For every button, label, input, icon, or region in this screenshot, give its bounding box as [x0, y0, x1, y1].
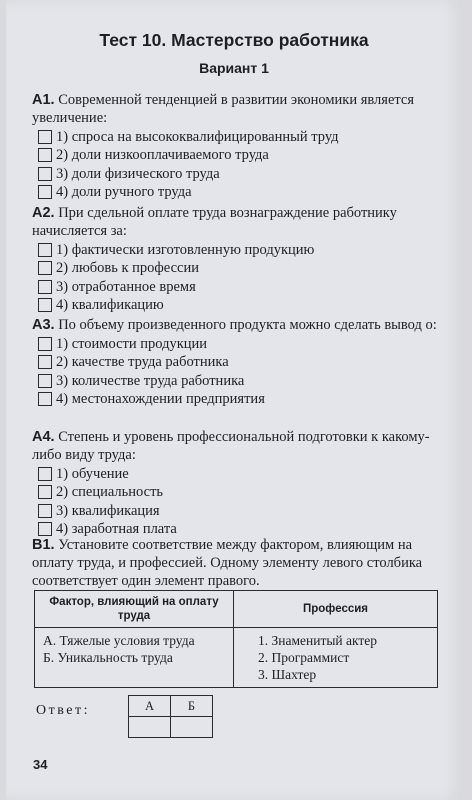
- option-a1-4[interactable]: 4) доли ручного труда: [32, 183, 444, 201]
- checkbox[interactable]: [38, 504, 52, 518]
- factor-cell: [35, 628, 234, 688]
- column-header-factor: Фактор, влияющий на оплату труда: [35, 591, 234, 628]
- option-a2-2[interactable]: 2) любовь к профессии: [32, 259, 444, 277]
- question-text: Степень и уровень профессиональной подготовки к какому-либо виду труда:: [32, 429, 430, 463]
- question-number: А3.: [32, 317, 55, 333]
- checkbox[interactable]: [38, 337, 52, 351]
- test-title: Тест 10. Мастерство работника: [99, 30, 369, 50]
- option-a2-3[interactable]: 3) отработанное время: [32, 278, 444, 296]
- option-a3-1[interactable]: 1) стоимости продукции: [32, 335, 444, 353]
- question-number: А1.: [32, 92, 55, 108]
- option-a2-4[interactable]: 4) квалификацию: [32, 296, 444, 314]
- matching-table: [34, 590, 438, 688]
- checkbox[interactable]: [38, 374, 52, 388]
- checkbox[interactable]: [38, 243, 52, 257]
- answer-cell-a[interactable]: [129, 717, 171, 738]
- answer-cell-b[interactable]: [171, 717, 213, 738]
- question-b1: [32, 536, 444, 591]
- checkbox[interactable]: [38, 522, 52, 536]
- checkbox[interactable]: [38, 167, 52, 181]
- checkbox[interactable]: [38, 130, 52, 144]
- variant-heading: Вариант 1: [199, 60, 269, 76]
- checkbox[interactable]: [38, 148, 52, 162]
- profession-item: 1. Знаменитый актер: [258, 633, 378, 648]
- checkbox[interactable]: [38, 298, 52, 312]
- option-a4-2[interactable]: 2) специальность: [32, 483, 444, 501]
- checkbox[interactable]: [38, 392, 52, 406]
- option-a3-2[interactable]: 2) качестве труда работника: [32, 353, 444, 371]
- page-number: 34: [33, 757, 48, 772]
- question-number: В1.: [32, 537, 55, 553]
- question-text: При сдельной оплате труда вознаграждение работнику начисляется за:: [32, 205, 397, 239]
- question-text: Установите соответствие между фактором, влияющим на оплату труда, и профессией. Одному элементу левого столбика соответствует один элемент правого.: [32, 537, 423, 589]
- factor-item: А. Тяжелые условия труда: [43, 633, 195, 648]
- option-a1-2[interactable]: 2) доли низкооплачиваемого труда: [32, 146, 444, 164]
- question-a2: [32, 204, 444, 314]
- option-a3-3[interactable]: 3) количестве труда работника: [32, 372, 444, 390]
- option-a1-1[interactable]: 1) спроса на высококвалифицированный труд: [32, 128, 444, 146]
- option-a3-4[interactable]: 4) местонахождении предприятия: [32, 390, 444, 408]
- option-a4-3[interactable]: 3) квалификация: [32, 502, 444, 520]
- checkbox[interactable]: [38, 355, 52, 369]
- profession-cell: [234, 628, 438, 688]
- question-text: По объему произведенного продукта можно сделать вывод о:: [58, 317, 437, 333]
- factor-item: Б. Уникальность труда: [43, 650, 173, 665]
- book-page: [6, 0, 462, 800]
- column-header-profession: Профессия: [234, 591, 438, 628]
- answer-col-a-header: А: [129, 696, 171, 717]
- checkbox[interactable]: [38, 467, 52, 481]
- option-a2-1[interactable]: 1) фактически изготовленную продукцию: [32, 241, 444, 259]
- checkbox[interactable]: [38, 280, 52, 294]
- answer-label: Ответ:: [36, 703, 90, 718]
- option-a4-4[interactable]: 4) заработная плата: [32, 520, 444, 538]
- question-a3: [32, 316, 444, 408]
- checkbox[interactable]: [38, 485, 52, 499]
- question-a1: [32, 91, 444, 201]
- question-number: А4.: [32, 429, 55, 445]
- answer-col-b-header: Б: [171, 696, 213, 717]
- question-a4: [32, 428, 444, 538]
- answer-grid: [128, 695, 213, 738]
- question-number: А2.: [32, 205, 55, 221]
- option-a4-1[interactable]: 1) обучение: [32, 465, 444, 483]
- checkbox[interactable]: [38, 261, 52, 275]
- profession-item: 3. Шахтер: [258, 667, 317, 682]
- profession-item: 2. Программист: [258, 650, 350, 665]
- checkbox[interactable]: [38, 185, 52, 199]
- question-text: Современной тенденцией в развитии экономики является увеличение:: [32, 92, 415, 126]
- option-a1-3[interactable]: 3) доли физического труда: [32, 165, 444, 183]
